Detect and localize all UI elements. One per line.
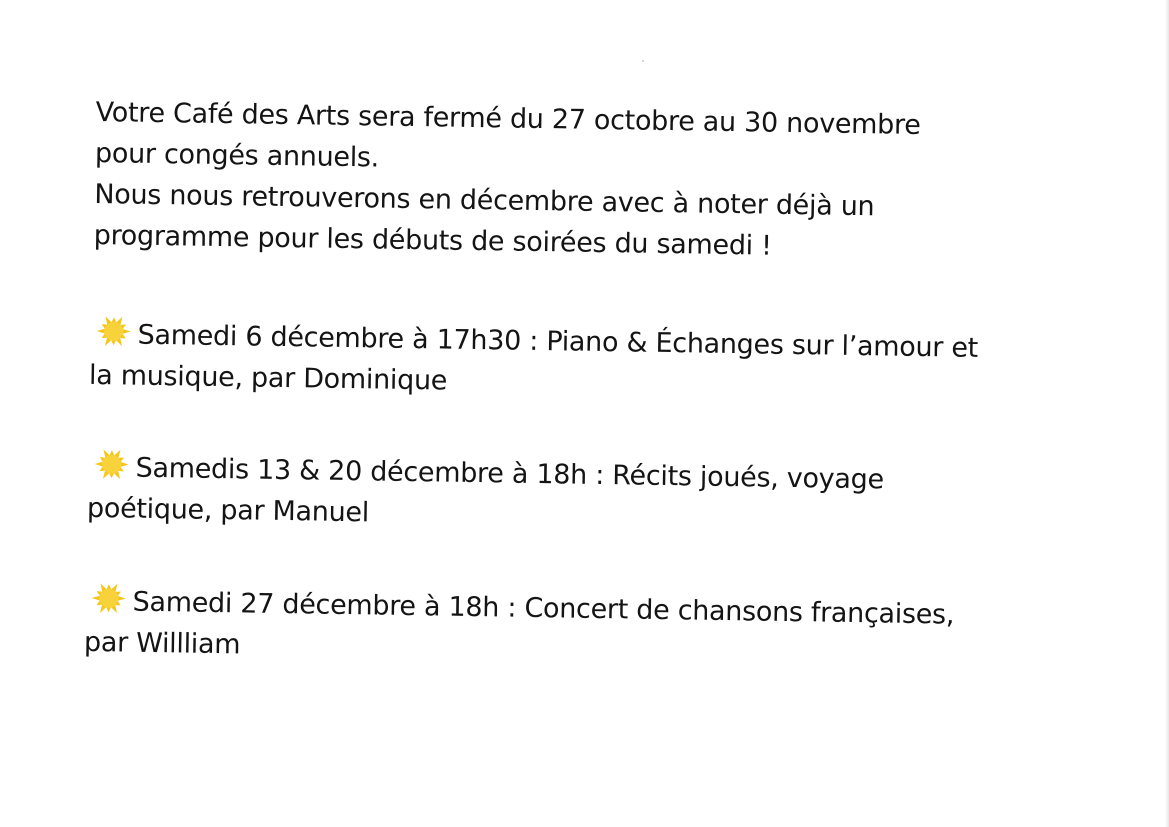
notice-line: pour congés annuels. [94, 137, 380, 174]
event-title-line: Samedis 13 & 20 décembre à 18h : Récits joués, voyage [135, 452, 885, 496]
scan-speck [642, 60, 644, 62]
sun-icon [93, 446, 130, 483]
sun-icon [90, 580, 127, 617]
event-item [88, 313, 979, 410]
sun-icon [95, 313, 132, 350]
notice-line: programme pour les débuts de soirées du samedi ! [93, 219, 772, 262]
event-item [86, 446, 885, 541]
event-line: la musique, par Dominique [88, 359, 448, 397]
scan-edge [1165, 0, 1169, 827]
event-line: par Willliam [83, 626, 241, 661]
event-title-line: Samedi 27 décembre à 18h : Concert de chansons françaises, [132, 586, 955, 631]
notice-line: Nous nous retrouverons en décembre avec à noter déjà un [94, 178, 875, 223]
notice-line: Votre Café des Arts sera fermé du 27 octobre au 30 novembre [95, 96, 921, 141]
event-line: poétique, par Manuel [86, 492, 370, 529]
closure-notice [93, 92, 920, 269]
event-item [83, 580, 955, 677]
event-title-line: Samedi 6 décembre à 17h30 : Piano & Échanges sur l’amour et [137, 319, 979, 364]
